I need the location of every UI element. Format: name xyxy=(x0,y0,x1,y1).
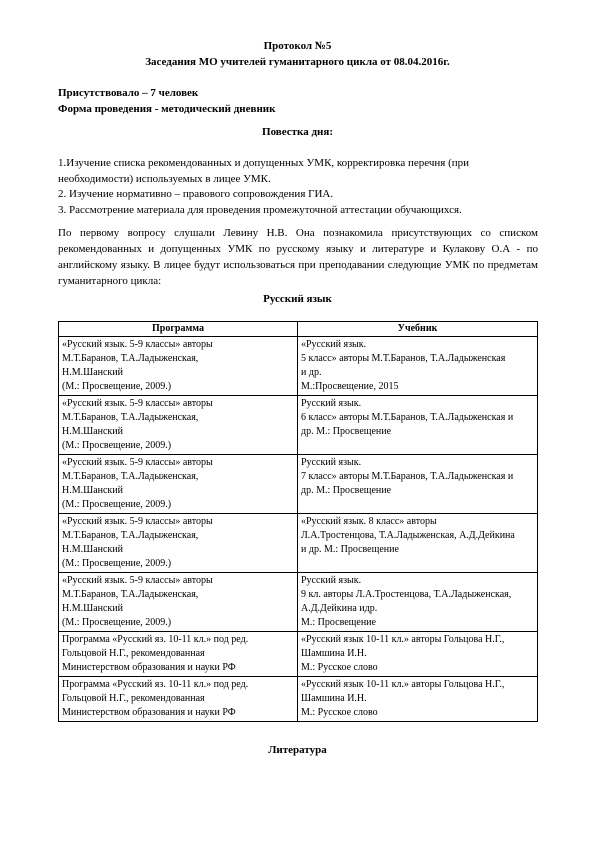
body-paragraph: По первому вопросу слушали Левину Н.В. Она познакомила присутствующих со списком рекомендованных и допущенных УМК по русскому языку и литературе и Кулакову О.А - по английскому языку. В лицее будут использоваться при преподавании следующие УМК по предметам гуманитарного цикла: xyxy=(58,227,538,287)
textbook-cell xyxy=(298,514,538,573)
cell-text-line: 6 класс» авторы М.Т.Баранов, Т.А.Ладыженская и xyxy=(301,412,514,423)
agenda-item: 3. Рассмотрение материала для проведения промежуточной аттестации обучающихся. xyxy=(58,204,462,216)
table-row xyxy=(59,396,538,455)
cell-text-line: Н.М.Шанский xyxy=(62,426,123,437)
program-cell xyxy=(59,396,298,455)
cell-text-line: А.Д.Дейкина идр. xyxy=(301,603,378,614)
cell-text-line: М.Т.Баранов, Т.А.Ладыженская, xyxy=(62,471,199,482)
textbook-cell xyxy=(298,396,538,455)
cell-text-line: «Русский язык. xyxy=(301,339,367,350)
cell-text-line: «Русский язык 10-11 кл.» авторы Гольцова Н.Г., xyxy=(301,679,505,690)
textbook-cell xyxy=(298,337,538,396)
program-cell xyxy=(59,677,298,722)
cell-text-line: 9 кл. авторы Л.А.Тростенцова, Т.А.Ладыженская, xyxy=(301,589,512,600)
cell-text-line: «Русский язык. 8 класс» авторы xyxy=(301,516,437,527)
cell-text-line: (М.: Просвещение, 2009.) xyxy=(62,617,172,628)
table-body xyxy=(59,337,538,722)
protocol-title: Протокол №5 xyxy=(263,40,332,52)
table-row xyxy=(59,514,538,573)
cell-text-line: (М.: Просвещение, 2009.) xyxy=(62,499,172,510)
column-header-program: Программа xyxy=(59,322,298,337)
cell-text-line: «Русский язык 10-11 кл.» авторы Гольцова Н.Г., xyxy=(301,634,505,645)
program-cell xyxy=(59,573,298,632)
cell-text-line: Министерством образования и науки РФ xyxy=(62,662,236,673)
cell-text-line: М.Т.Баранов, Т.А.Ладыженская, xyxy=(62,353,199,364)
table-row xyxy=(59,677,538,722)
cell-text-line: «Русский язык. 5-9 классы» авторы xyxy=(62,516,213,527)
program-cell xyxy=(59,337,298,396)
cell-text-line: Гольцовой Н.Г., рекомендованная xyxy=(62,693,205,704)
textbook-cell xyxy=(298,632,538,677)
cell-text-line: М.: Русское слово xyxy=(301,662,378,673)
cell-text-line: Русский язык. xyxy=(301,575,362,586)
format-line: Форма проведения - методический дневник xyxy=(58,103,276,115)
cell-text-line: и др. xyxy=(301,367,322,378)
table-row xyxy=(59,455,538,514)
program-cell xyxy=(59,632,298,677)
program-cell xyxy=(59,455,298,514)
cell-text-line: 7 класс» авторы М.Т.Баранов, Т.А.Ладыженская и xyxy=(301,471,514,482)
cell-text-line: «Русский язык. 5-9 классы» авторы xyxy=(62,398,213,409)
cell-text-line: М.:Просвещение, 2015 xyxy=(301,381,399,392)
cell-text-line: Гольцовой Н.Г., рекомендованная xyxy=(62,648,205,659)
textbook-cell xyxy=(298,573,538,632)
table-row xyxy=(59,337,538,396)
cell-text-line: Н.М.Шанский xyxy=(62,544,123,555)
textbook-cell xyxy=(298,677,538,722)
agenda-item: 1.Изучение списка рекомендованных и допущенных УМК, корректировка перечня (при необходимости) используемых в лицее УМК. xyxy=(58,157,470,185)
cell-text-line: М.: Русское слово xyxy=(301,707,378,718)
cell-text-line: (М.: Просвещение, 2009.) xyxy=(62,558,172,569)
table-row xyxy=(59,573,538,632)
attendance-line: Присутствовало – 7 человек xyxy=(58,87,199,99)
cell-text-line: М.Т.Баранов, Т.А.Ладыженская, xyxy=(62,412,199,423)
cell-text-line: «Русский язык. 5-9 классы» авторы xyxy=(62,575,213,586)
cell-text-line: (М.: Просвещение, 2009.) xyxy=(62,381,172,392)
cell-text-line: М.Т.Баранов, Т.А.Ладыженская, xyxy=(62,589,199,600)
cell-text-line: Русский язык. xyxy=(301,398,362,409)
cell-text-line: Н.М.Шанский xyxy=(62,603,123,614)
cell-text-line: «Русский язык. 5-9 классы» авторы xyxy=(62,339,213,350)
cell-text-line: 5 класс» авторы М.Т.Баранов, Т.А.Ладыженская xyxy=(301,353,506,364)
agenda-item: 2. Изучение нормативно – правового сопровождения ГИА. xyxy=(58,188,334,200)
cell-text-line: др. М.: Просвещение xyxy=(301,485,392,496)
section-heading-russian: Русский язык xyxy=(263,293,332,305)
cell-text-line: (М.: Просвещение, 2009.) xyxy=(62,440,172,451)
cell-text-line: «Русский язык. 5-9 классы» авторы xyxy=(62,457,213,468)
protocol-subtitle: Заседания МО учителей гуманитарного цикла от 08.04.2016г. xyxy=(145,56,450,68)
cell-text-line: Н.М.Шанский xyxy=(62,367,123,378)
agenda-heading: Повестка дня: xyxy=(262,126,333,138)
umk-table xyxy=(58,321,538,722)
textbook-cell xyxy=(298,455,538,514)
cell-text-line: М.: Просвещение xyxy=(301,617,376,628)
cell-text-line: Н.М.Шанский xyxy=(62,485,123,496)
cell-text-line: др. М.: Просвещение xyxy=(301,426,392,437)
cell-text-line: Шамшина И.Н. xyxy=(301,648,367,659)
table-row xyxy=(59,632,538,677)
column-header-textbook: Учебник xyxy=(298,322,538,337)
cell-text-line: Программа «Русский яз. 10-11 кл.» под ред. xyxy=(62,679,249,690)
program-cell xyxy=(59,514,298,573)
cell-text-line: Л.А.Тростенцова, Т.А.Ладыженская, А.Д.Дейкина xyxy=(301,530,515,541)
table-header-row xyxy=(59,322,538,337)
cell-text-line: Шамшина И.Н. xyxy=(301,693,367,704)
cell-text-line: М.Т.Баранов, Т.А.Ладыженская, xyxy=(62,530,199,541)
cell-text-line: и др. М.: Просвещение xyxy=(301,544,399,555)
section-heading-literature: Литература xyxy=(268,744,327,756)
cell-text-line: Русский язык. xyxy=(301,457,362,468)
cell-text-line: Министерством образования и науки РФ xyxy=(62,707,236,718)
cell-text-line: Программа «Русский яз. 10-11 кл.» под ред. xyxy=(62,634,249,645)
